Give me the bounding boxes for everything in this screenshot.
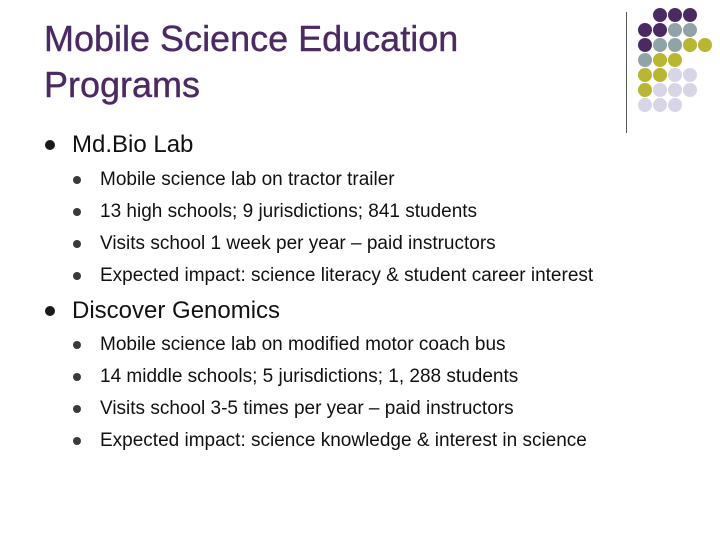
decorative-dot [653,53,667,67]
bullet-icon [73,341,81,349]
decorative-dot [638,83,652,97]
decorative-dot [653,38,667,52]
bullet-icon [45,140,55,150]
list-item: Visits school 3-5 times per year – paid instructors [100,398,514,419]
decorative-dot [683,83,697,97]
decorative-divider [626,12,627,133]
bullet-icon [45,306,55,316]
decorative-dot [653,68,667,82]
bullet-icon [73,437,81,445]
slide-title-line2: Programs [44,64,201,105]
decorative-dot-grid [638,8,720,120]
bullet-icon [73,176,81,184]
slide-title-line1: Mobile Science Education [44,18,459,59]
decorative-dot [683,23,697,37]
decorative-dot [638,98,652,112]
list-item: Expected impact: science literacy & student career interest [100,265,594,286]
decorative-dot [668,68,682,82]
list-item: 14 middle schools; 5 jurisdictions; 1, 288 students [100,366,519,387]
section-heading-mdbio: Md.Bio Lab [72,131,194,158]
decorative-dot [668,53,682,67]
decorative-dot [638,38,652,52]
bullet-icon [73,208,81,216]
bullet-icon [73,405,81,413]
decorative-dot [668,23,682,37]
decorative-dot [668,83,682,97]
list-item: Expected impact: science knowledge & interest in science [100,430,587,451]
list-item: Mobile science lab on tractor trailer [100,169,395,190]
decorative-dot [653,8,667,22]
decorative-dot [668,98,682,112]
decorative-dot [668,8,682,22]
bullet-icon [73,272,81,280]
list-item: Mobile science lab on modified motor coach bus [100,334,506,355]
slide-title [44,16,458,108]
decorative-dot [638,23,652,37]
decorative-dot [653,98,667,112]
decorative-dot [653,23,667,37]
decorative-dot [668,38,682,52]
list-item: Visits school 1 week per year – paid instructors [100,233,496,254]
list-item: 13 high schools; 9 jurisdictions; 841 students [100,201,478,222]
decorative-dot [683,68,697,82]
decorative-dot [638,68,652,82]
decorative-dot [683,38,697,52]
bullet-icon [73,240,81,248]
decorative-dot [638,53,652,67]
decorative-dot [698,38,712,52]
section-heading-discover-genomics: Discover Genomics [72,297,281,324]
decorative-dot [683,8,697,22]
decorative-dot [653,83,667,97]
bullet-icon [73,373,81,381]
